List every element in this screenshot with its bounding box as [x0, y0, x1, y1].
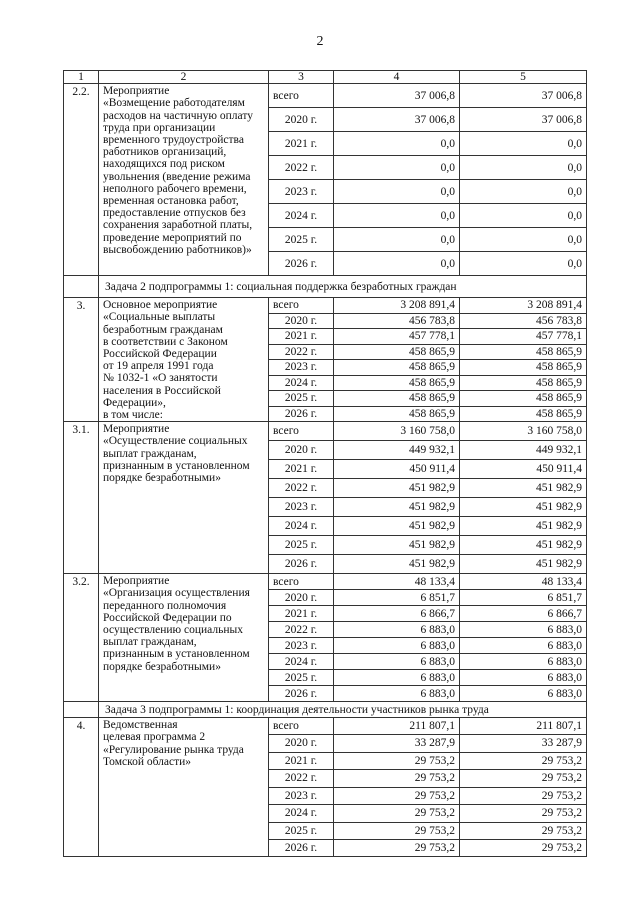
value-col4: 6 883,0 — [334, 654, 460, 670]
item-description: Мероприятие «Организация осуществления переданного полномочия Российской Федерации по осуществлению социальных выплат гражданам, признанным в установленном порядке безработными» — [99, 574, 269, 702]
period-cell: 2026 г. — [269, 686, 334, 702]
value-col4: 449 932,1 — [334, 441, 460, 460]
value-col5: 33 287,9 — [460, 735, 587, 753]
period-cell: всего — [269, 718, 334, 735]
period-cell: 2022 г. — [269, 344, 334, 360]
value-col4: 456 783,8 — [334, 313, 460, 329]
header-cell: 4 — [334, 71, 460, 84]
value-col5: 6 883,0 — [460, 638, 587, 654]
value-col4: 29 753,2 — [334, 822, 460, 840]
value-col5: 458 865,9 — [460, 360, 587, 376]
period-cell: 2024 г. — [269, 517, 334, 536]
value-col4: 37 006,8 — [334, 84, 460, 108]
value-col5: 0,0 — [460, 228, 587, 252]
value-col4: 3 208 891,4 — [334, 298, 460, 314]
value-col5: 29 753,2 — [460, 840, 587, 857]
value-col4: 29 753,2 — [334, 770, 460, 788]
value-col5: 458 865,9 — [460, 375, 587, 391]
value-col4: 29 753,2 — [334, 840, 460, 857]
period-cell: 2023 г. — [269, 638, 334, 654]
value-col4: 6 883,0 — [334, 622, 460, 638]
period-cell: 2025 г. — [269, 536, 334, 555]
period-cell: всего — [269, 422, 334, 441]
value-col5: 3 160 758,0 — [460, 422, 587, 441]
task-row — [64, 702, 587, 718]
period-cell: 2022 г. — [269, 770, 334, 788]
period-cell: 2022 г. — [269, 156, 334, 180]
header-cell: 2 — [99, 71, 269, 84]
value-col4: 458 865,9 — [334, 375, 460, 391]
value-col5: 37 006,8 — [460, 84, 587, 108]
period-cell: 2025 г. — [269, 391, 334, 407]
header-cell: 3 — [269, 71, 334, 84]
value-col4: 29 753,2 — [334, 787, 460, 805]
value-col5: 48 133,4 — [460, 574, 587, 590]
item-description: Ведомственная целевая программа 2 «Регулирование рынка труда Томской области» — [99, 718, 269, 857]
period-cell: 2024 г. — [269, 654, 334, 670]
page-number: 2 — [316, 34, 324, 49]
task-title: Задача 3 подпрограммы 1: координация деятельности участников рынка труда — [99, 702, 587, 718]
task-row — [64, 276, 587, 298]
value-col4: 451 982,9 — [334, 479, 460, 498]
header-cell: 1 — [64, 71, 99, 84]
value-col5: 457 778,1 — [460, 329, 587, 345]
period-cell: 2020 г. — [269, 441, 334, 460]
period-cell: 2021 г. — [269, 460, 334, 479]
value-col4: 451 982,9 — [334, 517, 460, 536]
value-col5: 37 006,8 — [460, 108, 587, 132]
value-col4: 457 778,1 — [334, 329, 460, 345]
period-cell: 2021 г. — [269, 752, 334, 770]
period-cell: 2023 г. — [269, 180, 334, 204]
period-cell: всего — [269, 298, 334, 314]
value-col5: 6 866,7 — [460, 606, 587, 622]
period-cell: 2025 г. — [269, 228, 334, 252]
period-cell: 2026 г. — [269, 555, 334, 574]
value-col5: 3 208 891,4 — [460, 298, 587, 314]
empty-cell — [64, 276, 99, 298]
item-description: Мероприятие «Возмещение работодателям расходов на частичную оплату труда при организации временного трудоустройства работников организаций, находящихся под риском увольнения (введение режима неполного рабочего времени, временная остановка работ, предоставление отпусков без сохранения заработной платы, проведение мероприятий по высвобождению работников)» — [99, 84, 269, 276]
value-col5: 456 783,8 — [460, 313, 587, 329]
value-col5: 450 911,4 — [460, 460, 587, 479]
value-col5: 6 883,0 — [460, 654, 587, 670]
period-cell: 2020 г. — [269, 108, 334, 132]
value-col5: 0,0 — [460, 180, 587, 204]
period-cell: 2023 г. — [269, 498, 334, 517]
value-col4: 3 160 758,0 — [334, 422, 460, 441]
value-col4: 48 133,4 — [334, 574, 460, 590]
value-col5: 451 982,9 — [460, 555, 587, 574]
period-cell: 2020 г. — [269, 590, 334, 606]
value-col4: 0,0 — [334, 252, 460, 276]
value-col5: 6 883,0 — [460, 622, 587, 638]
period-cell: 2021 г. — [269, 606, 334, 622]
period-cell: 2024 г. — [269, 375, 334, 391]
value-col4: 6 883,0 — [334, 638, 460, 654]
value-col4: 0,0 — [334, 180, 460, 204]
period-cell: 2026 г. — [269, 252, 334, 276]
value-col5: 29 753,2 — [460, 787, 587, 805]
table-row — [64, 84, 587, 108]
value-col4: 451 982,9 — [334, 555, 460, 574]
table-row — [64, 422, 587, 441]
empty-cell — [64, 702, 99, 718]
period-cell: 2022 г. — [269, 479, 334, 498]
table-row — [64, 718, 587, 735]
value-col4: 6 866,7 — [334, 606, 460, 622]
value-col4: 29 753,2 — [334, 805, 460, 823]
value-col5: 6 883,0 — [460, 670, 587, 686]
period-cell: 2026 г. — [269, 840, 334, 857]
value-col4: 33 287,9 — [334, 735, 460, 753]
value-col4: 0,0 — [334, 228, 460, 252]
value-col5: 458 865,9 — [460, 391, 587, 407]
value-col4: 29 753,2 — [334, 752, 460, 770]
value-col4: 451 982,9 — [334, 498, 460, 517]
period-cell: 2025 г. — [269, 822, 334, 840]
value-col5: 0,0 — [460, 204, 587, 228]
value-col4: 450 911,4 — [334, 460, 460, 479]
value-col4: 6 883,0 — [334, 686, 460, 702]
value-col5: 0,0 — [460, 252, 587, 276]
value-col4: 6 883,0 — [334, 670, 460, 686]
period-cell: 2020 г. — [269, 313, 334, 329]
value-col5: 0,0 — [460, 132, 587, 156]
value-col4: 458 865,9 — [334, 360, 460, 376]
item-number: 3.2. — [64, 574, 99, 702]
value-col4: 458 865,9 — [334, 391, 460, 407]
value-col5: 458 865,9 — [460, 406, 587, 422]
header-row — [64, 71, 587, 84]
value-col4: 451 982,9 — [334, 536, 460, 555]
period-cell: 2025 г. — [269, 670, 334, 686]
value-col5: 0,0 — [460, 156, 587, 180]
period-cell: 2022 г. — [269, 622, 334, 638]
header-cell: 5 — [460, 71, 587, 84]
period-cell: 2020 г. — [269, 735, 334, 753]
item-number: 3. — [64, 298, 99, 422]
value-col5: 29 753,2 — [460, 822, 587, 840]
value-col5: 451 982,9 — [460, 479, 587, 498]
item-number: 3.1. — [64, 422, 99, 574]
value-col4: 458 865,9 — [334, 406, 460, 422]
value-col4: 211 807,1 — [334, 718, 460, 735]
period-cell: 2021 г. — [269, 132, 334, 156]
value-col5: 451 982,9 — [460, 536, 587, 555]
value-col5: 6 851,7 — [460, 590, 587, 606]
value-col4: 458 865,9 — [334, 344, 460, 360]
table-row — [64, 574, 587, 590]
value-col4: 0,0 — [334, 132, 460, 156]
value-col4: 37 006,8 — [334, 108, 460, 132]
value-col5: 458 865,9 — [460, 344, 587, 360]
item-description: Основное мероприятие «Социальные выплаты безработным гражданам в соответствии с Законом Российской Федерации от 19 апреля 1991 года № 1032-1 «О занятости населения в Российской Федерации», в том числе: — [99, 298, 269, 422]
value-col5: 451 982,9 — [460, 498, 587, 517]
period-cell: 2023 г. — [269, 787, 334, 805]
value-col5: 451 982,9 — [460, 517, 587, 536]
value-col5: 29 753,2 — [460, 770, 587, 788]
period-cell: 2024 г. — [269, 204, 334, 228]
funding-table — [63, 70, 587, 857]
item-number: 2.2. — [64, 84, 99, 276]
value-col5: 29 753,2 — [460, 752, 587, 770]
item-number: 4. — [64, 718, 99, 857]
value-col5: 211 807,1 — [460, 718, 587, 735]
table-row — [64, 298, 587, 314]
value-col4: 0,0 — [334, 156, 460, 180]
period-cell: 2023 г. — [269, 360, 334, 376]
value-col5: 449 932,1 — [460, 441, 587, 460]
period-cell: 2024 г. — [269, 805, 334, 823]
period-cell: 2026 г. — [269, 406, 334, 422]
item-description: Мероприятие «Осуществление социальных выплат гражданам, признанным в установленном порядке безработными» — [99, 422, 269, 574]
value-col5: 6 883,0 — [460, 686, 587, 702]
value-col4: 6 851,7 — [334, 590, 460, 606]
value-col4: 0,0 — [334, 204, 460, 228]
value-col5: 29 753,2 — [460, 805, 587, 823]
period-cell: всего — [269, 574, 334, 590]
period-cell: 2021 г. — [269, 329, 334, 345]
period-cell: всего — [269, 84, 334, 108]
task-title: Задача 2 подпрограммы 1: социальная поддержка безработных граждан — [99, 276, 587, 298]
